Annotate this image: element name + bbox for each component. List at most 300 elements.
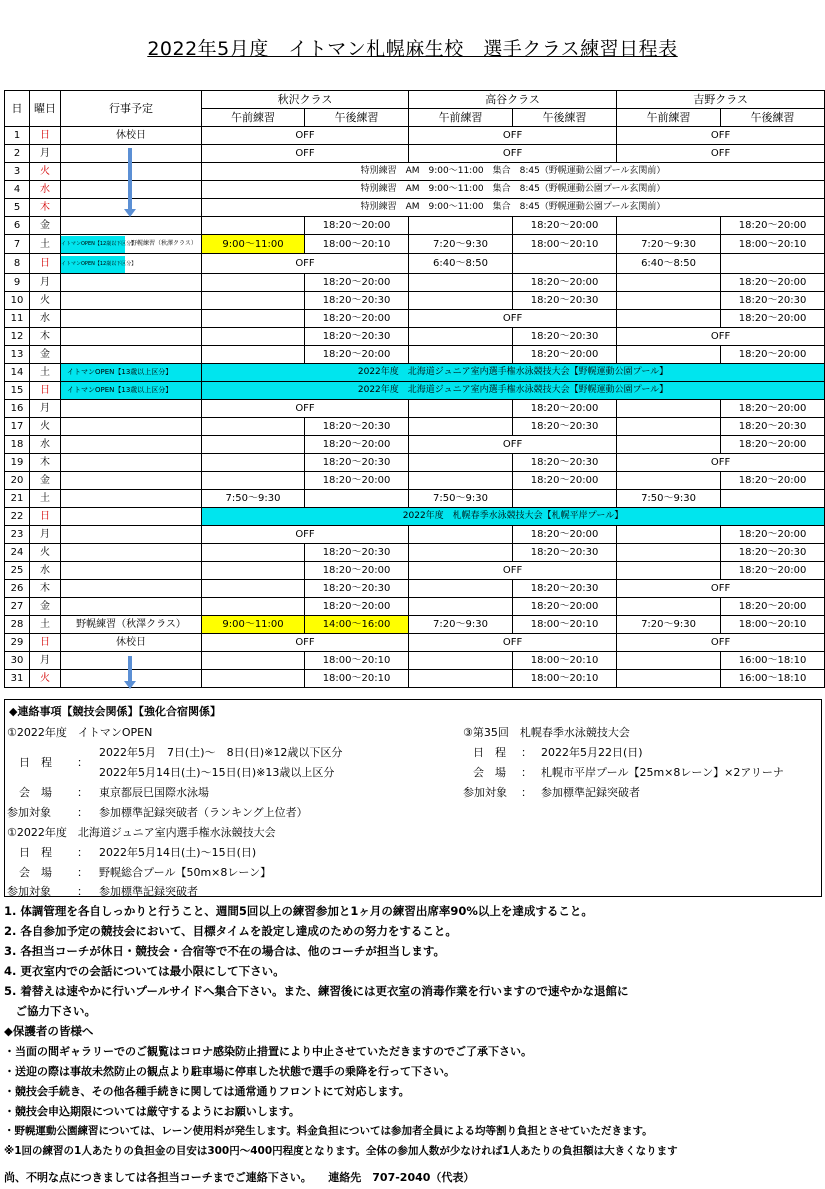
schedule-cell: OFF <box>409 562 617 580</box>
colon: ： <box>521 786 532 799</box>
day-cell: 6 <box>5 217 30 235</box>
schedule-cell: 18:20～20:30 <box>513 544 617 562</box>
day-cell: 31 <box>5 670 30 688</box>
event-tag-itoman-open: イトマンOPEN【12歳以下区分】 <box>61 236 125 253</box>
schedule-cell: 18:20～20:30 <box>513 418 617 436</box>
day-cell: 8 <box>5 254 30 274</box>
schedule-cell <box>617 598 721 616</box>
guardian-heading: ◆保護者の皆様へ <box>4 1024 94 1038</box>
event-cell <box>61 526 202 544</box>
meet3-title: ③第35回 札幌春季水泳競技大会 <box>463 726 630 739</box>
header-pm: 午後練習 <box>721 109 825 127</box>
meet2-venue-label: 会 場 <box>19 866 52 879</box>
schedule-cell <box>409 598 513 616</box>
event-cell <box>61 346 202 364</box>
colon: ： <box>77 806 88 819</box>
guardian-item: ・競技会手続き、その他各種手続きに関しては通常通りフロントにて対応します。 <box>4 1085 410 1098</box>
schedule-cell <box>513 254 617 274</box>
schedule-cell: 18:00～20:10 <box>305 235 409 254</box>
schedule-cell <box>617 670 721 688</box>
weekday-cell: 月 <box>30 145 61 163</box>
schedule-cell: OFF <box>617 634 825 652</box>
day-cell: 20 <box>5 472 30 490</box>
schedule-cell <box>409 346 513 364</box>
schedule-cell: 18:20～20:00 <box>513 217 617 235</box>
schedule-cell <box>617 346 721 364</box>
weekday-cell: 日 <box>30 382 61 400</box>
weekday-cell: 日 <box>30 127 61 145</box>
header-class-akisawa: 秋沢クラス <box>202 91 409 109</box>
day-cell: 29 <box>5 634 30 652</box>
schedule-cell: 18:00～20:10 <box>513 616 617 634</box>
schedule-cell: OFF <box>617 454 825 472</box>
schedule-cell: 18:00～20:10 <box>513 652 617 670</box>
schedule-cell <box>617 652 721 670</box>
schedule-cell <box>409 472 513 490</box>
colon: ： <box>77 846 88 859</box>
schedule-cell: 18:20～20:00 <box>721 436 825 454</box>
header-class-yoshino: 吉野クラス <box>617 91 825 109</box>
table-row <box>5 580 825 598</box>
schedule-cell: OFF <box>409 145 617 163</box>
header-events: 行事予定 <box>61 91 202 127</box>
day-cell: 10 <box>5 292 30 310</box>
event-cell: 野幌練習（秋澤クラス） <box>61 616 202 634</box>
header-weekday: 曜日 <box>30 91 61 127</box>
event-cell <box>61 292 202 310</box>
weekday-cell: 木 <box>30 328 61 346</box>
schedule-cell <box>202 544 305 562</box>
schedule-cell: 9:00～11:00 <box>202 616 305 634</box>
schedule-cell: OFF <box>202 400 409 418</box>
weekday-cell: 火 <box>30 670 61 688</box>
guardian-item: ・送迎の際は事故未然防止の観点より駐車場に停車した状態で選手の乗降を行って下さい。 <box>4 1065 455 1078</box>
meet1-sched1: 2022年5月 7日(土)～ 8日(日)※12歳以下区分 <box>99 746 343 759</box>
schedule-cell: 18:20～20:00 <box>513 526 617 544</box>
weekday-cell: 金 <box>30 346 61 364</box>
schedule-cell: 18:20～20:30 <box>721 544 825 562</box>
meet1-target-label: 参加対象 <box>7 806 51 819</box>
schedule-cell: 18:20～20:30 <box>513 292 617 310</box>
event-cell <box>61 562 202 580</box>
schedule-cell <box>721 254 825 274</box>
meet2-sched-label: 日 程 <box>19 846 52 859</box>
meet3-sched: 2022年5月22日(日) <box>541 746 643 759</box>
day-cell: 25 <box>5 562 30 580</box>
event-cell: 休校日 <box>61 634 202 652</box>
meet2-venue: 野幌総合プール【50m×8レーン】 <box>99 866 272 879</box>
weekday-cell: 金 <box>30 217 61 235</box>
schedule-cell: 16:00～18:10 <box>721 670 825 688</box>
schedule-cell: 18:20～20:30 <box>513 580 617 598</box>
meet-cell: 2022年度 北海道ジュニア室内選手権水泳競技大会【野幌運動公園プール】 <box>202 382 825 400</box>
schedule-cell: 7:50～9:30 <box>202 490 305 508</box>
schedule-cell: 18:20～20:30 <box>305 544 409 562</box>
schedule-cell <box>721 490 825 508</box>
weekday-cell: 水 <box>30 436 61 454</box>
schedule-cell: OFF <box>409 310 617 328</box>
table-row <box>5 454 825 472</box>
meet2-target-label: 参加対象 <box>7 885 51 898</box>
event-cell <box>61 310 202 328</box>
day-cell: 24 <box>5 544 30 562</box>
schedule-cell: OFF <box>202 127 409 145</box>
schedule-cell: 18:20～20:30 <box>305 328 409 346</box>
event-cell <box>61 544 202 562</box>
weekday-cell: 月 <box>30 652 61 670</box>
weekday-cell: 火 <box>30 544 61 562</box>
schedule-cell: 18:20～20:00 <box>721 217 825 235</box>
schedule-cell <box>617 544 721 562</box>
schedule-cell: OFF <box>617 145 825 163</box>
schedule-cell: 6:40～8:50 <box>617 254 721 274</box>
schedule-cell: 7:20～9:30 <box>617 235 721 254</box>
weekday-cell: 日 <box>30 254 61 274</box>
meet1-title: ①2022年度 イトマンOPEN <box>7 726 153 739</box>
event-cell <box>61 274 202 292</box>
event-cell <box>61 598 202 616</box>
guardian-item: ※1回の練習の1人あたりの負担金の目安は300円～400円程度となります。全体の参加人数が少なければ1人あたりの負担額は大きくなります <box>4 1145 678 1157</box>
schedule-cell <box>409 670 513 688</box>
schedule-cell: 18:20～20:00 <box>305 472 409 490</box>
rule-item: 5. 着替えは速やかに行いプールサイドへ集合下さい。また、練習後には更衣室の消毒作業を行いますので速やかな退館に <box>4 984 629 998</box>
colon: ： <box>521 746 532 759</box>
schedule-cell: 18:20～20:00 <box>305 598 409 616</box>
special-practice-cell: 特別練習 AM 9:00～11:00 集合 8:45（野幌運動公園プール玄関前） <box>202 199 825 217</box>
table-row <box>5 634 825 652</box>
schedule-cell <box>202 652 305 670</box>
schedule-cell <box>409 454 513 472</box>
schedule-cell: 7:20～9:30 <box>409 235 513 254</box>
event-cell <box>61 490 202 508</box>
day-cell: 22 <box>5 508 30 526</box>
schedule-cell: 18:00～20:10 <box>513 670 617 688</box>
table-row <box>5 328 825 346</box>
schedule-cell <box>202 292 305 310</box>
table-row <box>5 346 825 364</box>
schedule-cell: 18:20～20:00 <box>721 472 825 490</box>
guardian-item: ・競技会申込期限については厳守するようにお願いします。 <box>4 1105 300 1118</box>
schedule-cell: 18:20～20:00 <box>721 346 825 364</box>
schedule-cell: 6:40～8:50 <box>409 254 513 274</box>
schedule-cell <box>409 274 513 292</box>
schedule-cell: 18:20～20:00 <box>305 310 409 328</box>
header-day: 日 <box>5 91 30 127</box>
schedule-cell <box>617 310 721 328</box>
weekday-cell: 月 <box>30 274 61 292</box>
schedule-cell: OFF <box>409 127 617 145</box>
schedule-cell: 7:50～9:30 <box>617 490 721 508</box>
colon: ： <box>521 766 532 779</box>
day-cell: 7 <box>5 235 30 254</box>
day-cell: 4 <box>5 181 30 199</box>
schedule-cell: 14:00～16:00 <box>305 616 409 634</box>
event-tag-itoman-open: イトマンOPEN【12歳以下区分】 <box>61 256 125 273</box>
schedule-cell <box>409 328 513 346</box>
event-tag-nopporo: 野幌練習（秋澤クラス） <box>131 240 197 247</box>
event-cell <box>61 508 202 526</box>
meet1-venue-label: 会 場 <box>19 786 52 799</box>
table-row <box>5 508 825 526</box>
schedule-cell <box>617 526 721 544</box>
meet2-title: ①2022年度 北海道ジュニア室内選手権水泳競技大会 <box>7 826 276 839</box>
schedule-cell <box>202 598 305 616</box>
day-cell: 21 <box>5 490 30 508</box>
day-cell: 19 <box>5 454 30 472</box>
table-row <box>5 274 825 292</box>
meet1-venue: 東京都辰巳国際水泳場 <box>99 786 209 799</box>
schedule-cell <box>617 418 721 436</box>
event-cell: イトマンOPEN【13歳以上区分】 <box>61 364 202 382</box>
header-am: 午前練習 <box>409 109 513 127</box>
schedule-cell: 18:20～20:00 <box>513 346 617 364</box>
day-cell: 1 <box>5 127 30 145</box>
schedule-cell <box>305 490 409 508</box>
weekday-cell: 土 <box>30 616 61 634</box>
schedule-cell <box>202 310 305 328</box>
schedule-cell: 18:20～20:00 <box>721 598 825 616</box>
page-title: 2022年5月度 イトマン札幌麻生校 選手クラス練習日程表 <box>147 38 678 60</box>
schedule-cell: OFF <box>617 127 825 145</box>
schedule-cell: 18:20～20:00 <box>513 400 617 418</box>
table-row <box>5 382 825 400</box>
meet3-venue: 札幌市平岸プール【25m×8レーン】×2アリーナ <box>541 766 784 779</box>
colon: ： <box>77 866 88 879</box>
meet3-target: 参加標準記録突破者 <box>541 786 640 799</box>
table-row <box>5 254 825 274</box>
schedule-cell: 18:20～20:00 <box>721 274 825 292</box>
meet2-sched: 2022年5月14日(土)～15日(日) <box>99 846 257 859</box>
schedule-cell: 18:00～20:10 <box>721 235 825 254</box>
schedule-cell: 18:20～20:00 <box>721 562 825 580</box>
event-cell <box>61 418 202 436</box>
schedule-cell <box>202 274 305 292</box>
schedule-cell: 18:20～20:30 <box>721 292 825 310</box>
schedule-cell: 18:20～20:30 <box>721 418 825 436</box>
schedule-cell <box>409 544 513 562</box>
schedule-cell <box>409 292 513 310</box>
meet-cell: 2022年度 北海道ジュニア室内選手権水泳競技大会【野幌運動公園プール】 <box>202 364 825 382</box>
schedule-cell: 18:20～20:00 <box>721 400 825 418</box>
rule-item: ご協力下さい。 <box>4 1004 96 1018</box>
schedule-cell <box>617 217 721 235</box>
event-cell <box>61 436 202 454</box>
schedule-cell: 18:20～20:30 <box>305 418 409 436</box>
table-row <box>5 616 825 634</box>
event-cell <box>61 235 202 254</box>
schedule-cell <box>202 670 305 688</box>
table-row <box>5 217 825 235</box>
schedule-cell: OFF <box>202 145 409 163</box>
schedule-cell: 7:20～9:30 <box>409 616 513 634</box>
table-row <box>5 472 825 490</box>
day-cell: 12 <box>5 328 30 346</box>
table-row <box>5 562 825 580</box>
day-cell: 27 <box>5 598 30 616</box>
colon: ： <box>77 786 88 799</box>
day-cell: 28 <box>5 616 30 634</box>
schedule-cell: 18:20～20:30 <box>305 580 409 598</box>
day-cell: 2 <box>5 145 30 163</box>
schedule-cell: 18:20～20:00 <box>305 217 409 235</box>
schedule-cell: OFF <box>409 634 617 652</box>
schedule-cell: OFF <box>202 634 409 652</box>
table-row <box>5 418 825 436</box>
event-cell <box>61 580 202 598</box>
day-cell: 18 <box>5 436 30 454</box>
weekday-cell: 水 <box>30 562 61 580</box>
schedule-cell: 18:00～20:10 <box>513 235 617 254</box>
day-cell: 15 <box>5 382 30 400</box>
schedule-cell: 18:20～20:30 <box>513 454 617 472</box>
rule-item: 1. 体調管理を各自しっかりと行うこと、週間5回以上の練習参加と1ヶ月の練習出席率90%以上を達成すること。 <box>4 904 593 918</box>
day-cell: 23 <box>5 526 30 544</box>
event-cell: イトマンOPEN【13歳以上区分】 <box>61 382 202 400</box>
arrow-down-icon <box>128 148 132 210</box>
rule-item: 4. 更衣室内での会話については最小限にして下さい。 <box>4 964 285 978</box>
schedule-cell: 18:20～20:00 <box>305 562 409 580</box>
weekday-cell: 土 <box>30 235 61 254</box>
day-cell: 11 <box>5 310 30 328</box>
schedule-cell: 18:20～20:00 <box>513 274 617 292</box>
table-row <box>5 235 825 254</box>
day-cell: 30 <box>5 652 30 670</box>
table-row <box>5 127 825 145</box>
arrow-head-icon <box>124 681 136 689</box>
schedule-cell <box>617 562 721 580</box>
schedule-cell <box>409 400 513 418</box>
schedule-cell: OFF <box>409 436 617 454</box>
special-practice-cell: 特別練習 AM 9:00～11:00 集合 8:45（野幌運動公園プール玄関前） <box>202 181 825 199</box>
table-row <box>5 598 825 616</box>
schedule-cell: 18:20～20:00 <box>513 598 617 616</box>
table-row <box>5 526 825 544</box>
schedule-cell <box>202 328 305 346</box>
meet1-sched2: 2022年5月14日(土)～15日(日)※13歳以上区分 <box>99 766 335 779</box>
schedule-cell: OFF <box>617 328 825 346</box>
header-am: 午前練習 <box>202 109 305 127</box>
header-pm: 午後練習 <box>513 109 617 127</box>
table-row <box>5 544 825 562</box>
schedule-cell <box>409 418 513 436</box>
colon: ： <box>77 885 88 898</box>
schedule-cell <box>617 472 721 490</box>
day-cell: 16 <box>5 400 30 418</box>
weekday-cell: 日 <box>30 508 61 526</box>
schedule-cell <box>617 274 721 292</box>
weekday-cell: 水 <box>30 181 61 199</box>
schedule-cell <box>617 436 721 454</box>
schedule-cell <box>202 454 305 472</box>
schedule-cell: 16:00～18:10 <box>721 652 825 670</box>
day-cell: 26 <box>5 580 30 598</box>
event-cell <box>61 254 202 274</box>
event-cell <box>61 328 202 346</box>
schedule-cell: 18:00～20:10 <box>305 670 409 688</box>
weekday-cell: 土 <box>30 364 61 382</box>
weekday-cell: 金 <box>30 472 61 490</box>
schedule-cell: 18:00～20:10 <box>305 652 409 670</box>
day-cell: 5 <box>5 199 30 217</box>
table-row <box>5 310 825 328</box>
weekday-cell: 木 <box>30 454 61 472</box>
schedule-cell: 9:00～11:00 <box>202 235 305 254</box>
header-class-takaya: 高谷クラス <box>409 91 617 109</box>
schedule-cell <box>202 562 305 580</box>
schedule-cell: 18:20～20:30 <box>305 292 409 310</box>
table-row <box>5 436 825 454</box>
table-row <box>5 364 825 382</box>
schedule-cell <box>409 652 513 670</box>
event-cell <box>61 400 202 418</box>
schedule-cell <box>202 580 305 598</box>
schedule-cell <box>409 580 513 598</box>
schedule-cell: OFF <box>202 526 409 544</box>
schedule-cell: 18:20～20:00 <box>305 274 409 292</box>
schedule-cell: 18:20～20:00 <box>513 472 617 490</box>
table-row <box>5 400 825 418</box>
schedule-cell <box>617 292 721 310</box>
schedule-cell: OFF <box>617 580 825 598</box>
notes-box <box>4 699 822 897</box>
weekday-cell: 木 <box>30 580 61 598</box>
guardian-item: ・野幌運動公園練習については、レーン使用料が発生します。料金負担については参加者全員による均等割り負担とさせていただきます。 <box>4 1125 653 1137</box>
day-cell: 13 <box>5 346 30 364</box>
table-row <box>5 292 825 310</box>
day-cell: 17 <box>5 418 30 436</box>
arrow-down-icon <box>128 656 132 682</box>
schedule-cell <box>409 217 513 235</box>
weekday-cell: 月 <box>30 400 61 418</box>
schedule-cell: 18:20～20:30 <box>305 454 409 472</box>
event-cell <box>61 472 202 490</box>
meet3-venue-label: 会 場 <box>473 766 506 779</box>
schedule-cell: 18:20～20:00 <box>305 436 409 454</box>
meet-cell: 2022年度 札幌春季水泳競技大会【札幌平岸プール】 <box>202 508 825 526</box>
schedule-cell <box>202 217 305 235</box>
schedule-cell <box>202 472 305 490</box>
notes-heading: ◆連絡事項【競技会関係】【強化合宿関係】 <box>9 705 221 718</box>
schedule-cell <box>513 490 617 508</box>
meet1-sched-label: 日 程 <box>19 756 52 769</box>
day-cell: 9 <box>5 274 30 292</box>
schedule-cell: 18:20～20:00 <box>721 310 825 328</box>
day-cell: 3 <box>5 163 30 181</box>
schedule-cell: 18:20～20:00 <box>305 346 409 364</box>
weekday-cell: 木 <box>30 199 61 217</box>
colon: ： <box>77 756 88 769</box>
weekday-cell: 火 <box>30 418 61 436</box>
weekday-cell: 水 <box>30 310 61 328</box>
schedule-cell: 18:20～20:30 <box>513 328 617 346</box>
rule-item: 3. 各担当コーチが休日・競技会・合宿等で不在の場合は、他のコーチが担当します。 <box>4 944 445 958</box>
schedule-cell <box>409 526 513 544</box>
guardian-item: ・当面の間ギャラリーでのご観覧はコロナ感染防止措置により中止させていただきますのでご了承下さい。 <box>4 1045 532 1058</box>
event-cell: 休校日 <box>61 127 202 145</box>
rule-item: 2. 各自参加予定の競技会において、目標タイムを設定し達成のための努力をすること。 <box>4 924 457 938</box>
schedule-cell: 18:00～20:10 <box>721 616 825 634</box>
meet3-sched-label: 日 程 <box>473 746 506 759</box>
schedule-cell: OFF <box>202 254 409 274</box>
schedule-cell <box>202 418 305 436</box>
weekday-cell: 日 <box>30 634 61 652</box>
meet2-target: 参加標準記録突破者 <box>99 885 198 898</box>
weekday-cell: 火 <box>30 163 61 181</box>
schedule-cell <box>202 436 305 454</box>
schedule-cell: 18:20～20:00 <box>721 526 825 544</box>
table-row <box>5 490 825 508</box>
weekday-cell: 土 <box>30 490 61 508</box>
